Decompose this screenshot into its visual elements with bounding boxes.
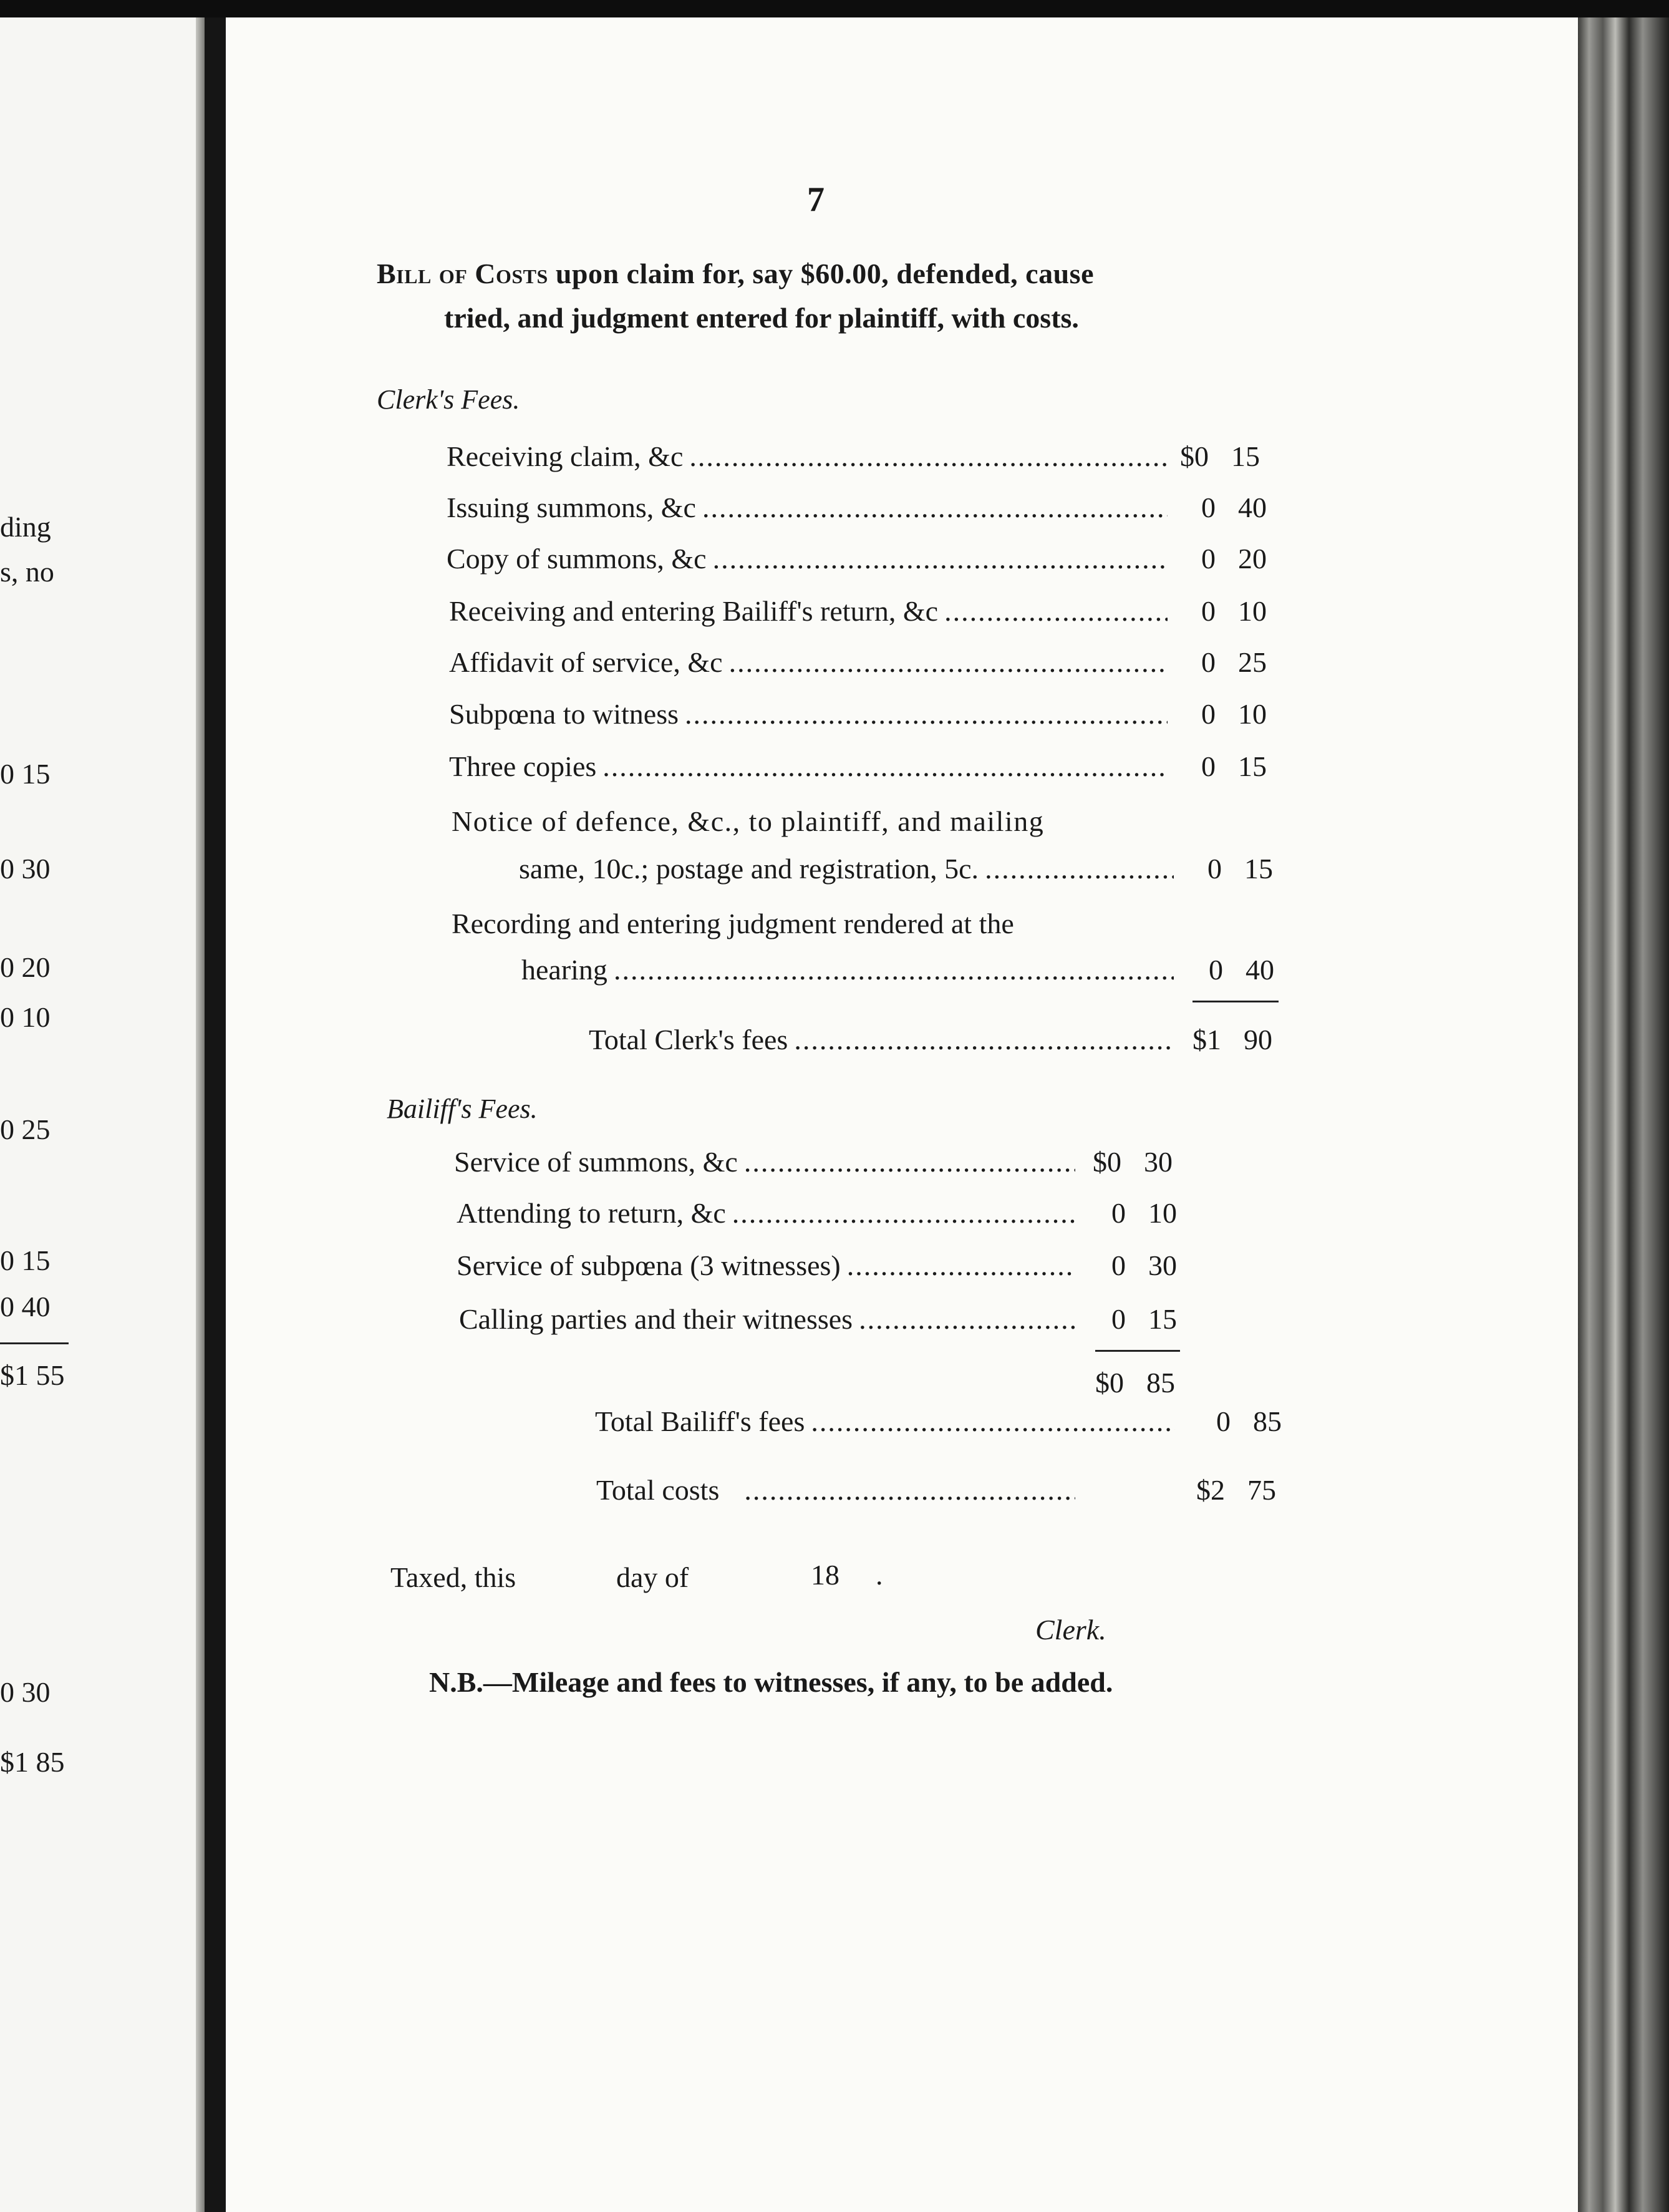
day-of-label: day of (616, 1561, 689, 1593)
total-cents: 90 (1244, 1024, 1272, 1055)
page-stack-edge (1578, 17, 1669, 2212)
clerks-total-amount (1192, 1023, 1272, 1056)
fragment-amount: 0 15 (0, 758, 51, 790)
fee-label: Receiving and entering Bailiff's return, &c (449, 595, 939, 627)
fee-dollars: 0 (1209, 954, 1223, 986)
fragment-amount: $1 85 (0, 1746, 65, 1778)
fee-label: Three copies (449, 750, 597, 782)
fee-label: Receiving claim, &c (447, 440, 684, 472)
fee-row (454, 1145, 1081, 1178)
fragment-amount: 0 30 (0, 1676, 51, 1708)
fee-row (457, 1196, 1081, 1230)
fee-cents: 10 (1238, 698, 1267, 730)
fee-row (449, 697, 1174, 730)
fee-dollars: 0 (1201, 646, 1216, 678)
fee-amount (1207, 852, 1273, 885)
caption-line-1-rest: upon claim for, say $60.00, defended, cause (555, 258, 1094, 289)
fee-cents: 25 (1238, 646, 1267, 678)
dot-leader (794, 1023, 1174, 1056)
total-costs-row (596, 1473, 1081, 1506)
fee-label: Service of subpœna (3 witnesses) (457, 1249, 841, 1281)
nota-bene-note: N.B.—Mileage and fees to witnesses, if any, to be added. (429, 1666, 1113, 1698)
fee-label: Attending to return, &c (457, 1197, 726, 1229)
fee-label-continued: same, 10c.; postage and registration, 5c. (519, 853, 979, 885)
fee-label: Notice of defence, &c., to plaintiff, and mailing (452, 805, 1045, 837)
fee-label: Service of summons, &c (454, 1146, 738, 1178)
fee-cents: 10 (1148, 1197, 1177, 1229)
clerks-fees-heading: Clerk's Fees. (377, 384, 520, 415)
fee-row (447, 440, 1174, 473)
fee-amount (1201, 542, 1267, 575)
total-dollars: $2 (1196, 1474, 1225, 1506)
fragment-amount: 0 10 (0, 1001, 51, 1033)
fee-cents: 30 (1144, 1146, 1173, 1178)
dot-leader (685, 697, 1168, 730)
fee-amount (1201, 697, 1267, 730)
total-row (589, 1023, 1180, 1056)
fee-row (519, 852, 1180, 885)
year-period: . (876, 1559, 883, 1591)
dot-leader (602, 750, 1168, 783)
total-costs-label: Total costs (596, 1474, 720, 1506)
fee-amount (1180, 440, 1260, 473)
book-gutter (205, 17, 226, 2212)
fee-dollars: 0 (1201, 595, 1216, 627)
bill-caption-line-1 (377, 257, 1094, 290)
total-cents: 75 (1247, 1474, 1276, 1506)
fee-amount (1111, 1249, 1177, 1282)
year-prefix: 18 (811, 1559, 839, 1591)
fee-label: Issuing summons, &c (447, 492, 696, 523)
fee-label: Subpœna to witness (449, 698, 679, 730)
fragment-amount: 0 40 (0, 1291, 51, 1322)
fee-label: Calling parties and their witnesses (459, 1303, 853, 1335)
dot-leader (985, 852, 1174, 885)
fee-amount (1201, 491, 1267, 524)
taxed-label: Taxed, this (390, 1561, 516, 1593)
fee-amount (1111, 1302, 1177, 1336)
bailiffs-fees-heading: Bailiff's Fees. (387, 1094, 538, 1124)
fee-amount (1201, 750, 1267, 783)
dot-leader (847, 1249, 1075, 1282)
fragment-amount: 0 20 (0, 951, 51, 983)
fee-dollars: 0 (1201, 492, 1216, 523)
total-dollars: $1 (1192, 1024, 1221, 1055)
fee-cents: 30 (1148, 1249, 1177, 1281)
fragment-word: s, no (0, 556, 54, 588)
fee-dollars: $0 (1180, 440, 1209, 472)
clerks-total-label: Total Clerk's fees (589, 1024, 788, 1055)
dot-leader (744, 1145, 1075, 1178)
dot-leader (859, 1302, 1075, 1336)
fragment-rule (0, 1342, 69, 1344)
fragment-amount: 0 25 (0, 1113, 51, 1145)
fee-cents: 15 (1244, 853, 1273, 885)
sum-rule (1095, 1350, 1180, 1352)
fee-amount (1111, 1196, 1177, 1230)
fee-row (447, 542, 1174, 575)
bailiffs-subtotal-amount (1095, 1366, 1175, 1399)
fee-amount (1093, 1145, 1173, 1178)
facing-page-edge (196, 17, 205, 2212)
dot-leader (729, 646, 1168, 679)
fee-label: Affidavit of service, &c (449, 646, 723, 678)
fee-dollars: 0 (1111, 1303, 1126, 1335)
total-dollars: 0 (1216, 1405, 1231, 1437)
fee-cents: 10 (1238, 595, 1267, 627)
fee-row (449, 646, 1174, 679)
fee-amount (1209, 953, 1274, 986)
fee-label-continued: hearing (521, 954, 607, 986)
dot-leader (614, 953, 1174, 986)
fee-label: Copy of summons, &c (447, 543, 707, 575)
fee-cents: 15 (1231, 440, 1260, 472)
fee-dollars: 0 (1201, 750, 1216, 782)
total-row (595, 1405, 1181, 1438)
subtotal-dollars: $0 (1095, 1367, 1124, 1399)
fee-dollars: 0 (1207, 853, 1222, 885)
fee-row (459, 1302, 1081, 1336)
total-costs-amount (1196, 1473, 1276, 1506)
bailiffs-total-label: Total Bailiff's fees (595, 1405, 805, 1437)
dot-leader (944, 594, 1168, 628)
bill-caption-line-2: tried, and judgment entered for plaintiff, with costs. (444, 302, 1079, 334)
dot-leader (689, 440, 1168, 473)
dot-leader (811, 1405, 1175, 1438)
fee-amount (1201, 594, 1267, 628)
fee-amount (1201, 646, 1267, 679)
fee-cents: 15 (1238, 750, 1267, 782)
dot-leader (732, 1196, 1075, 1230)
dot-leader (702, 491, 1168, 524)
fee-dollars: 0 (1111, 1249, 1126, 1281)
fee-cents: 40 (1246, 954, 1274, 986)
fee-dollars: 0 (1201, 543, 1216, 575)
page-number: 7 (807, 180, 825, 219)
fragment-amount: 0 30 (0, 853, 51, 885)
fee-cents: 20 (1238, 543, 1267, 575)
sum-rule (1192, 1001, 1279, 1002)
fragment-amount: $1 55 (0, 1359, 65, 1391)
fee-row (449, 750, 1174, 783)
fee-row (447, 491, 1174, 524)
fee-row (521, 953, 1180, 986)
fee-dollars: $0 (1093, 1146, 1121, 1178)
total-cents: 85 (1253, 1405, 1282, 1437)
fee-row (457, 1249, 1081, 1282)
fee-label: Recording and entering judgment rendered at the (452, 908, 1014, 939)
fee-dollars: 0 (1111, 1197, 1126, 1229)
fragment-word: ding (0, 511, 51, 543)
dot-leader (713, 542, 1168, 575)
clerk-signature-label: Clerk. (1035, 1614, 1106, 1646)
bill-of-costs-title: Bill of Costs (377, 258, 548, 289)
fee-row (449, 594, 1174, 628)
fragment-amount: 0 15 (0, 1244, 51, 1276)
facing-page-fragment (0, 17, 205, 2212)
fee-cents: 40 (1238, 492, 1267, 523)
fee-dollars: 0 (1201, 698, 1216, 730)
bailiffs-total-amount (1216, 1405, 1282, 1438)
fee-cents: 15 (1148, 1303, 1177, 1335)
dot-leader (744, 1473, 1075, 1506)
subtotal-cents: 85 (1146, 1367, 1175, 1399)
scan-top-border (0, 0, 1669, 19)
